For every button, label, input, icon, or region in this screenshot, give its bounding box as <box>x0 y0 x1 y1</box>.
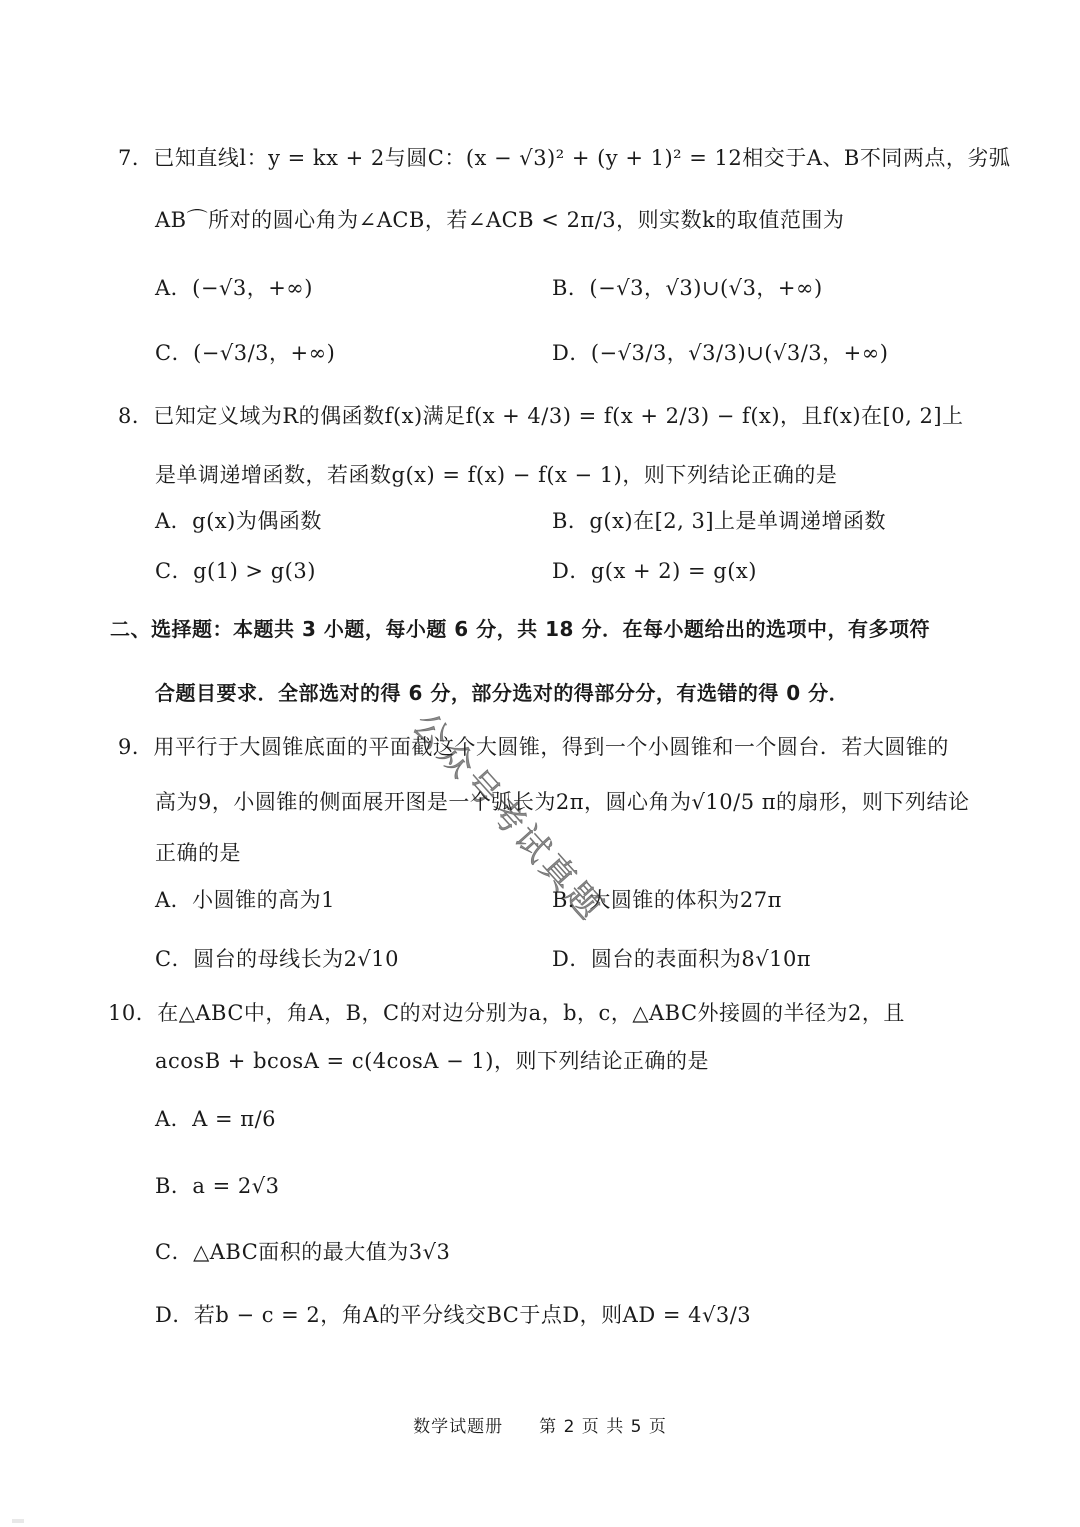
q8-option-d: D．g(x + 2) = g(x) <box>552 559 757 583</box>
page-footer: 数学试题册 第 2 页 共 5 页 <box>413 1417 667 1437</box>
q9-option-b: B．大圆锥的体积为27π <box>552 888 782 912</box>
q10-option-d: D．若b − c = 2，角A的平分线交BC于点D，则AD = 4√3/3 <box>155 1303 752 1327</box>
q7-line2: AB⌒所对的圆心角为∠ACB，若∠ACB < 2π/3，则实数k的取值范围为 <box>155 208 845 232</box>
q9-option-a: A．小圆锥的高为1 <box>155 888 336 912</box>
scan-artifact <box>12 1519 24 1523</box>
q9-option-d: D．圆台的表面积为8√10π <box>552 947 812 971</box>
q7-option-c: C．(−√3/3，+∞) <box>155 341 336 365</box>
q9-line2: 高为9，小圆锥的侧面展开图是一个弧长为2π，圆心角为√10/5 π的扇形，则下列结论 <box>155 790 970 814</box>
section2-instructions: 合题目要求．全部选对的得 6 分，部分选对的得部分分，有选错的得 0 分． <box>155 681 850 705</box>
q8-line2: 是单调递增函数，若函数g(x) = f(x) − f(x − 1)，则下列结论正确的是 <box>155 463 838 487</box>
watermark-text: 公众号考试真题 <box>404 705 613 930</box>
q8-option-b: B．g(x)在[2, 3]上是单调递增函数 <box>552 509 887 533</box>
q10-line2: acosB + bcosA = c(4cosA − 1)，则下列结论正确的是 <box>155 1049 709 1073</box>
q10-line1: 10．在△ABC中，角A，B，C的对边分别为a，b，c，△ABC外接圆的半径为2，且 <box>108 1001 905 1025</box>
q9-option-c: C．圆台的母线长为2√10 <box>155 947 400 971</box>
q10-option-a: A．A = π/6 <box>155 1107 277 1131</box>
q8-option-a: A．g(x)为偶函数 <box>155 509 322 533</box>
section2-heading: 二、选择题：本题共 3 小题，每小题 6 分，共 18 分．在每小题给出的选项中，有多项符 <box>110 617 930 641</box>
q9-line1: 9．用平行于大圆锥底面的平面截这个大圆锥，得到一个小圆锥和一个圆台．若大圆锥的 <box>118 735 949 759</box>
q8-option-c: C．g(1) > g(3) <box>155 559 316 583</box>
q7-option-d: D．(−√3/3，√3/3)∪(√3/3，+∞) <box>552 341 889 365</box>
q8-line1: 8．已知定义域为R的偶函数f(x)满足f(x + 4/3) = f(x + 2/3) − f(x)，且f(x)在[0, 2]上 <box>118 404 964 428</box>
q7-option-b: B．(−√3，√3)∪(√3，+∞) <box>552 276 823 300</box>
q10-option-c: C．△ABC面积的最大值为3√3 <box>155 1240 451 1264</box>
q10-option-b: B．a = 2√3 <box>155 1174 280 1198</box>
q7-option-a: A．(−√3，+∞) <box>155 276 313 300</box>
q7-line1: 7．已知直线l：y = kx + 2与圆C：(x − √3)² + (y + 1)² = 12相交于A、B不同两点，劣弧 <box>118 146 1011 170</box>
q9-line3: 正确的是 <box>155 841 241 865</box>
